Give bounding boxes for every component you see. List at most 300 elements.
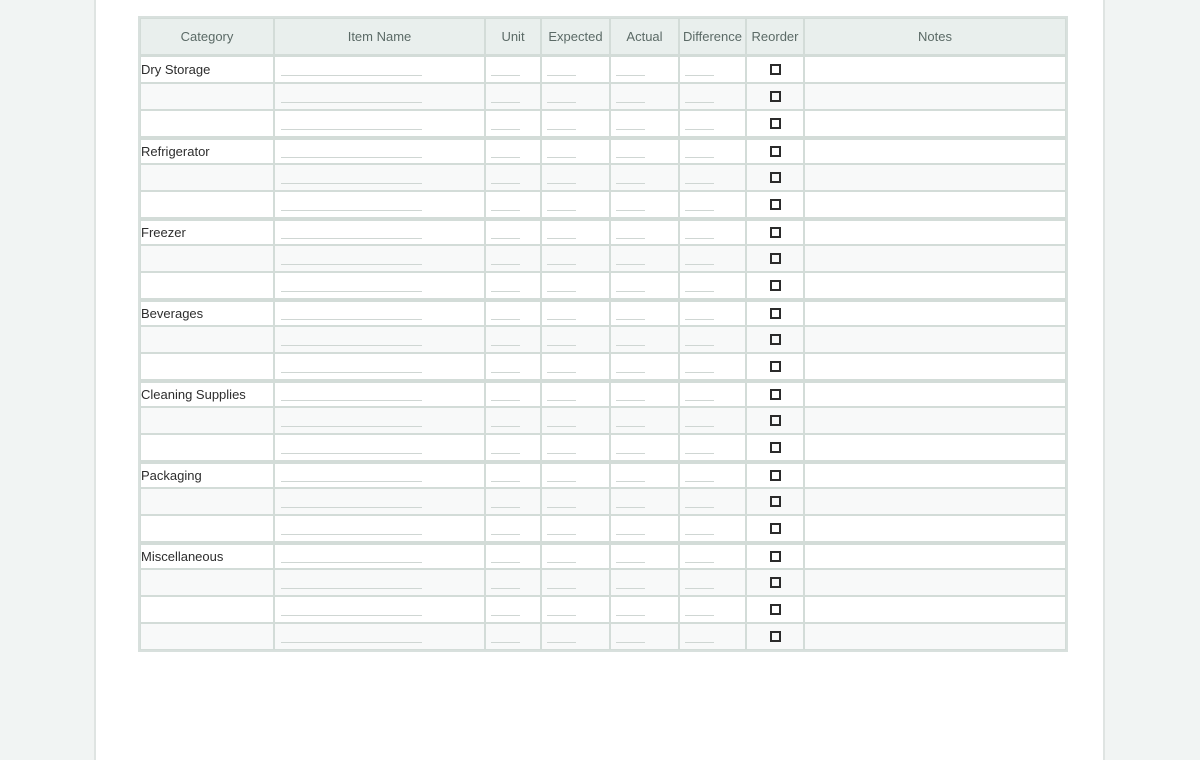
category-cell — [140, 218, 274, 245]
actual-blank[interactable] — [616, 615, 645, 616]
unit-blank[interactable] — [491, 264, 520, 265]
reorder-cell[interactable] — [746, 272, 804, 299]
reorder-cell[interactable] — [746, 542, 804, 569]
actual-cell[interactable] — [610, 623, 679, 650]
actual-blank[interactable] — [616, 291, 645, 292]
difference-blank[interactable] — [685, 426, 714, 427]
item-name-blank[interactable] — [281, 264, 422, 265]
expected-cell[interactable] — [541, 461, 610, 488]
actual-cell[interactable] — [610, 326, 679, 353]
actual-cell[interactable] — [610, 218, 679, 245]
notes-cell[interactable] — [804, 461, 1066, 488]
item-name-blank[interactable] — [281, 562, 422, 563]
unit-cell[interactable] — [485, 326, 541, 353]
actual-blank[interactable] — [616, 319, 645, 320]
item-name-cell[interactable] — [274, 515, 485, 542]
notes-cell[interactable] — [804, 191, 1066, 218]
expected-cell[interactable] — [541, 272, 610, 299]
actual-cell[interactable] — [610, 56, 679, 83]
actual-cell[interactable] — [610, 353, 679, 380]
reorder-cell[interactable] — [746, 596, 804, 623]
difference-cell[interactable] — [679, 569, 746, 596]
item-name-cell[interactable] — [274, 137, 485, 164]
actual-blank[interactable] — [616, 562, 645, 563]
difference-cell[interactable] — [679, 353, 746, 380]
reorder-cell[interactable] — [746, 326, 804, 353]
reorder-cell[interactable] — [746, 353, 804, 380]
item-name-cell[interactable] — [274, 218, 485, 245]
difference-blank[interactable] — [685, 75, 714, 76]
notes-cell[interactable] — [804, 407, 1066, 434]
unit-blank[interactable] — [491, 534, 520, 535]
table-body — [140, 56, 1066, 650]
unit-blank[interactable] — [491, 562, 520, 563]
category-cell — [140, 164, 274, 191]
actual-blank[interactable] — [616, 102, 645, 103]
notes-cell[interactable] — [804, 245, 1066, 272]
unit-blank[interactable] — [491, 588, 520, 589]
expected-cell[interactable] — [541, 596, 610, 623]
actual-cell[interactable] — [610, 569, 679, 596]
item-name-cell[interactable] — [274, 56, 485, 83]
expected-blank[interactable] — [547, 453, 576, 454]
difference-blank[interactable] — [685, 507, 714, 508]
category-cell — [140, 542, 274, 569]
actual-blank[interactable] — [616, 453, 645, 454]
difference-blank[interactable] — [685, 453, 714, 454]
unit-cell[interactable] — [485, 110, 541, 137]
actual-cell[interactable] — [610, 380, 679, 407]
reorder-checkbox[interactable] — [770, 604, 781, 615]
expected-cell[interactable] — [541, 245, 610, 272]
difference-blank[interactable] — [685, 562, 714, 563]
item-name-blank[interactable] — [281, 345, 422, 346]
unit-blank[interactable] — [491, 319, 520, 320]
expected-blank[interactable] — [547, 615, 576, 616]
reorder-cell[interactable] — [746, 137, 804, 164]
item-name-blank[interactable] — [281, 400, 422, 401]
notes-cell[interactable] — [804, 299, 1066, 326]
actual-blank[interactable] — [616, 481, 645, 482]
difference-blank[interactable] — [685, 481, 714, 482]
reorder-checkbox[interactable] — [770, 146, 781, 157]
unit-blank[interactable] — [491, 129, 520, 130]
unit-cell[interactable] — [485, 461, 541, 488]
expected-cell[interactable] — [541, 569, 610, 596]
reorder-cell[interactable] — [746, 569, 804, 596]
item-name-blank[interactable] — [281, 372, 422, 373]
unit-blank[interactable] — [491, 642, 520, 643]
item-name-blank[interactable] — [281, 453, 422, 454]
unit-cell[interactable] — [485, 137, 541, 164]
unit-cell[interactable] — [485, 164, 541, 191]
unit-cell[interactable] — [485, 218, 541, 245]
unit-cell[interactable] — [485, 407, 541, 434]
item-name-cell[interactable] — [274, 596, 485, 623]
unit-blank[interactable] — [491, 453, 520, 454]
difference-blank[interactable] — [685, 615, 714, 616]
actual-blank[interactable] — [616, 426, 645, 427]
difference-blank[interactable] — [685, 534, 714, 535]
unit-blank[interactable] — [491, 210, 520, 211]
item-name-cell[interactable] — [274, 488, 485, 515]
actual-cell[interactable] — [610, 299, 679, 326]
item-name-cell[interactable] — [274, 623, 485, 650]
expected-cell[interactable] — [541, 623, 610, 650]
difference-blank[interactable] — [685, 238, 714, 239]
actual-cell[interactable] — [610, 488, 679, 515]
actual-blank[interactable] — [616, 345, 645, 346]
expected-blank[interactable] — [547, 507, 576, 508]
expected-cell[interactable] — [541, 434, 610, 461]
expected-blank[interactable] — [547, 183, 576, 184]
item-name-cell[interactable] — [274, 542, 485, 569]
category-cell — [140, 407, 274, 434]
difference-blank[interactable] — [685, 642, 714, 643]
expected-cell[interactable] — [541, 83, 610, 110]
actual-cell[interactable] — [610, 272, 679, 299]
difference-blank[interactable] — [685, 264, 714, 265]
actual-blank[interactable] — [616, 210, 645, 211]
expected-cell[interactable] — [541, 407, 610, 434]
difference-cell[interactable] — [679, 326, 746, 353]
reorder-checkbox[interactable] — [770, 199, 781, 210]
notes-cell[interactable] — [804, 380, 1066, 407]
unit-blank[interactable] — [491, 481, 520, 482]
reorder-checkbox[interactable] — [770, 280, 781, 291]
header-reorder: Reorder — [746, 18, 804, 56]
unit-cell[interactable] — [485, 596, 541, 623]
expected-cell[interactable] — [541, 353, 610, 380]
expected-blank[interactable] — [547, 210, 576, 211]
unit-blank[interactable] — [491, 102, 520, 103]
item-name-cell[interactable] — [274, 245, 485, 272]
expected-blank[interactable] — [547, 238, 576, 239]
reorder-cell[interactable] — [746, 515, 804, 542]
actual-cell[interactable] — [610, 434, 679, 461]
difference-cell[interactable] — [679, 245, 746, 272]
item-name-cell[interactable] — [274, 299, 485, 326]
item-name-cell[interactable] — [274, 110, 485, 137]
difference-cell[interactable] — [679, 434, 746, 461]
unit-blank[interactable] — [491, 238, 520, 239]
actual-cell[interactable] — [610, 461, 679, 488]
difference-cell[interactable] — [679, 461, 746, 488]
unit-cell[interactable] — [485, 83, 541, 110]
actual-blank[interactable] — [616, 400, 645, 401]
difference-cell[interactable] — [679, 218, 746, 245]
item-name-cell[interactable] — [274, 191, 485, 218]
actual-blank[interactable] — [616, 372, 645, 373]
difference-blank[interactable] — [685, 157, 714, 158]
table-row — [140, 596, 1066, 623]
unit-cell[interactable] — [485, 488, 541, 515]
difference-cell[interactable] — [679, 596, 746, 623]
reorder-checkbox[interactable] — [770, 172, 781, 183]
expected-blank[interactable] — [547, 400, 576, 401]
difference-blank[interactable] — [685, 291, 714, 292]
expected-blank[interactable] — [547, 75, 576, 76]
reorder-checkbox[interactable] — [770, 415, 781, 426]
reorder-cell[interactable] — [746, 164, 804, 191]
category-cell — [140, 569, 274, 596]
notes-cell[interactable] — [804, 326, 1066, 353]
expected-blank[interactable] — [547, 129, 576, 130]
reorder-checkbox[interactable] — [770, 389, 781, 400]
notes-cell[interactable] — [804, 623, 1066, 650]
expected-cell[interactable] — [541, 110, 610, 137]
difference-cell[interactable] — [679, 488, 746, 515]
difference-blank[interactable] — [685, 210, 714, 211]
expected-cell[interactable] — [541, 56, 610, 83]
unit-blank[interactable] — [491, 75, 520, 76]
item-name-cell[interactable] — [274, 353, 485, 380]
notes-cell[interactable] — [804, 515, 1066, 542]
header-category: Category — [140, 18, 274, 56]
difference-blank[interactable] — [685, 319, 714, 320]
difference-cell[interactable] — [679, 515, 746, 542]
expected-blank[interactable] — [547, 534, 576, 535]
unit-cell[interactable] — [485, 299, 541, 326]
reorder-cell[interactable] — [746, 461, 804, 488]
difference-cell[interactable] — [679, 380, 746, 407]
item-name-blank[interactable] — [281, 426, 422, 427]
unit-cell[interactable] — [485, 353, 541, 380]
expected-blank[interactable] — [547, 264, 576, 265]
expected-blank[interactable] — [547, 588, 576, 589]
reorder-checkbox[interactable] — [770, 91, 781, 102]
unit-cell[interactable] — [485, 515, 541, 542]
item-name-cell[interactable] — [274, 326, 485, 353]
difference-cell[interactable] — [679, 623, 746, 650]
expected-cell[interactable] — [541, 218, 610, 245]
item-name-blank[interactable] — [281, 102, 422, 103]
unit-cell[interactable] — [485, 56, 541, 83]
difference-blank[interactable] — [685, 372, 714, 373]
unit-cell[interactable] — [485, 272, 541, 299]
reorder-cell[interactable] — [746, 407, 804, 434]
reorder-cell[interactable] — [746, 83, 804, 110]
actual-cell[interactable] — [610, 137, 679, 164]
reorder-checkbox[interactable] — [770, 551, 781, 562]
expected-blank[interactable] — [547, 481, 576, 482]
reorder-cell[interactable] — [746, 56, 804, 83]
actual-blank[interactable] — [616, 129, 645, 130]
unit-blank[interactable] — [491, 372, 520, 373]
category-label: Cleaning Supplies — [141, 387, 246, 402]
item-name-blank[interactable] — [281, 481, 422, 482]
expected-blank[interactable] — [547, 319, 576, 320]
expected-blank[interactable] — [547, 372, 576, 373]
notes-cell[interactable] — [804, 164, 1066, 191]
expected-cell[interactable] — [541, 326, 610, 353]
expected-cell[interactable] — [541, 137, 610, 164]
expected-blank[interactable] — [547, 562, 576, 563]
item-name-blank[interactable] — [281, 210, 422, 211]
category-cell — [140, 434, 274, 461]
notes-cell[interactable] — [804, 272, 1066, 299]
expected-blank[interactable] — [547, 642, 576, 643]
difference-cell[interactable] — [679, 56, 746, 83]
reorder-checkbox[interactable] — [770, 470, 781, 481]
difference-cell[interactable] — [679, 137, 746, 164]
reorder-cell[interactable] — [746, 380, 804, 407]
expected-blank[interactable] — [547, 102, 576, 103]
actual-blank[interactable] — [616, 507, 645, 508]
notes-cell[interactable] — [804, 110, 1066, 137]
expected-blank[interactable] — [547, 345, 576, 346]
item-name-blank[interactable] — [281, 534, 422, 535]
item-name-cell[interactable] — [274, 380, 485, 407]
reorder-checkbox[interactable] — [770, 361, 781, 372]
notes-cell[interactable] — [804, 137, 1066, 164]
expected-cell[interactable] — [541, 515, 610, 542]
actual-cell[interactable] — [610, 83, 679, 110]
reorder-cell[interactable] — [746, 488, 804, 515]
item-name-blank[interactable] — [281, 319, 422, 320]
unit-blank[interactable] — [491, 426, 520, 427]
notes-cell[interactable] — [804, 569, 1066, 596]
actual-blank[interactable] — [616, 238, 645, 239]
unit-blank[interactable] — [491, 400, 520, 401]
reorder-cell[interactable] — [746, 191, 804, 218]
reorder-checkbox[interactable] — [770, 496, 781, 507]
reorder-checkbox[interactable] — [770, 577, 781, 588]
actual-cell[interactable] — [610, 110, 679, 137]
unit-cell[interactable] — [485, 623, 541, 650]
difference-cell[interactable] — [679, 542, 746, 569]
unit-cell[interactable] — [485, 569, 541, 596]
unit-blank[interactable] — [491, 183, 520, 184]
reorder-cell[interactable] — [746, 218, 804, 245]
expected-blank[interactable] — [547, 291, 576, 292]
document-page — [94, 0, 1105, 760]
difference-blank[interactable] — [685, 400, 714, 401]
reorder-cell[interactable] — [746, 623, 804, 650]
reorder-cell[interactable] — [746, 245, 804, 272]
reorder-cell[interactable] — [746, 299, 804, 326]
difference-cell[interactable] — [679, 164, 746, 191]
reorder-checkbox[interactable] — [770, 227, 781, 238]
notes-cell[interactable] — [804, 596, 1066, 623]
reorder-cell[interactable] — [746, 434, 804, 461]
item-name-blank[interactable] — [281, 129, 422, 130]
notes-cell[interactable] — [804, 434, 1066, 461]
actual-cell[interactable] — [610, 407, 679, 434]
reorder-checkbox[interactable] — [770, 64, 781, 75]
expected-cell[interactable] — [541, 542, 610, 569]
item-name-blank[interactable] — [281, 588, 422, 589]
reorder-checkbox[interactable] — [770, 442, 781, 453]
difference-cell[interactable] — [679, 272, 746, 299]
unit-cell[interactable] — [485, 380, 541, 407]
expected-blank[interactable] — [547, 426, 576, 427]
item-name-blank[interactable] — [281, 183, 422, 184]
item-name-cell[interactable] — [274, 83, 485, 110]
reorder-checkbox[interactable] — [770, 334, 781, 345]
difference-cell[interactable] — [679, 191, 746, 218]
difference-blank[interactable] — [685, 183, 714, 184]
reorder-checkbox[interactable] — [770, 631, 781, 642]
expected-blank[interactable] — [547, 157, 576, 158]
difference-cell[interactable] — [679, 83, 746, 110]
difference-blank[interactable] — [685, 102, 714, 103]
notes-cell[interactable] — [804, 542, 1066, 569]
category-label: Packaging — [141, 468, 202, 483]
expected-cell[interactable] — [541, 191, 610, 218]
item-name-cell[interactable] — [274, 569, 485, 596]
expected-cell[interactable] — [541, 488, 610, 515]
actual-blank[interactable] — [616, 534, 645, 535]
unit-blank[interactable] — [491, 157, 520, 158]
actual-cell[interactable] — [610, 515, 679, 542]
item-name-cell[interactable] — [274, 272, 485, 299]
item-name-blank[interactable] — [281, 642, 422, 643]
notes-cell[interactable] — [804, 56, 1066, 83]
difference-blank[interactable] — [685, 588, 714, 589]
actual-cell[interactable] — [610, 164, 679, 191]
unit-blank[interactable] — [491, 615, 520, 616]
expected-cell[interactable] — [541, 380, 610, 407]
difference-cell[interactable] — [679, 299, 746, 326]
item-name-blank[interactable] — [281, 615, 422, 616]
expected-cell[interactable] — [541, 299, 610, 326]
item-name-blank[interactable] — [281, 75, 422, 76]
expected-cell[interactable] — [541, 164, 610, 191]
item-name-blank[interactable] — [281, 157, 422, 158]
notes-cell[interactable] — [804, 218, 1066, 245]
notes-cell[interactable] — [804, 353, 1066, 380]
actual-cell[interactable] — [610, 191, 679, 218]
unit-cell[interactable] — [485, 434, 541, 461]
notes-cell[interactable] — [804, 488, 1066, 515]
item-name-cell[interactable] — [274, 164, 485, 191]
actual-blank[interactable] — [616, 157, 645, 158]
reorder-checkbox[interactable] — [770, 253, 781, 264]
unit-cell[interactable] — [485, 245, 541, 272]
item-name-blank[interactable] — [281, 291, 422, 292]
actual-blank[interactable] — [616, 264, 645, 265]
unit-blank[interactable] — [491, 507, 520, 508]
actual-blank[interactable] — [616, 183, 645, 184]
actual-blank[interactable] — [616, 588, 645, 589]
unit-cell[interactable] — [485, 191, 541, 218]
reorder-checkbox[interactable] — [770, 308, 781, 319]
difference-cell[interactable] — [679, 110, 746, 137]
reorder-checkbox[interactable] — [770, 118, 781, 129]
unit-blank[interactable] — [491, 345, 520, 346]
item-name-cell[interactable] — [274, 407, 485, 434]
item-name-blank[interactable] — [281, 238, 422, 239]
difference-blank[interactable] — [685, 129, 714, 130]
inventory-table — [138, 16, 1068, 652]
difference-cell[interactable] — [679, 407, 746, 434]
item-name-blank[interactable] — [281, 507, 422, 508]
reorder-checkbox[interactable] — [770, 523, 781, 534]
notes-cell[interactable] — [804, 83, 1066, 110]
actual-cell[interactable] — [610, 596, 679, 623]
item-name-cell[interactable] — [274, 461, 485, 488]
reorder-cell[interactable] — [746, 110, 804, 137]
difference-blank[interactable] — [685, 345, 714, 346]
item-name-cell[interactable] — [274, 434, 485, 461]
actual-cell[interactable] — [610, 245, 679, 272]
actual-blank[interactable] — [616, 642, 645, 643]
unit-cell[interactable] — [485, 542, 541, 569]
actual-cell[interactable] — [610, 542, 679, 569]
unit-blank[interactable] — [491, 291, 520, 292]
actual-blank[interactable] — [616, 75, 645, 76]
